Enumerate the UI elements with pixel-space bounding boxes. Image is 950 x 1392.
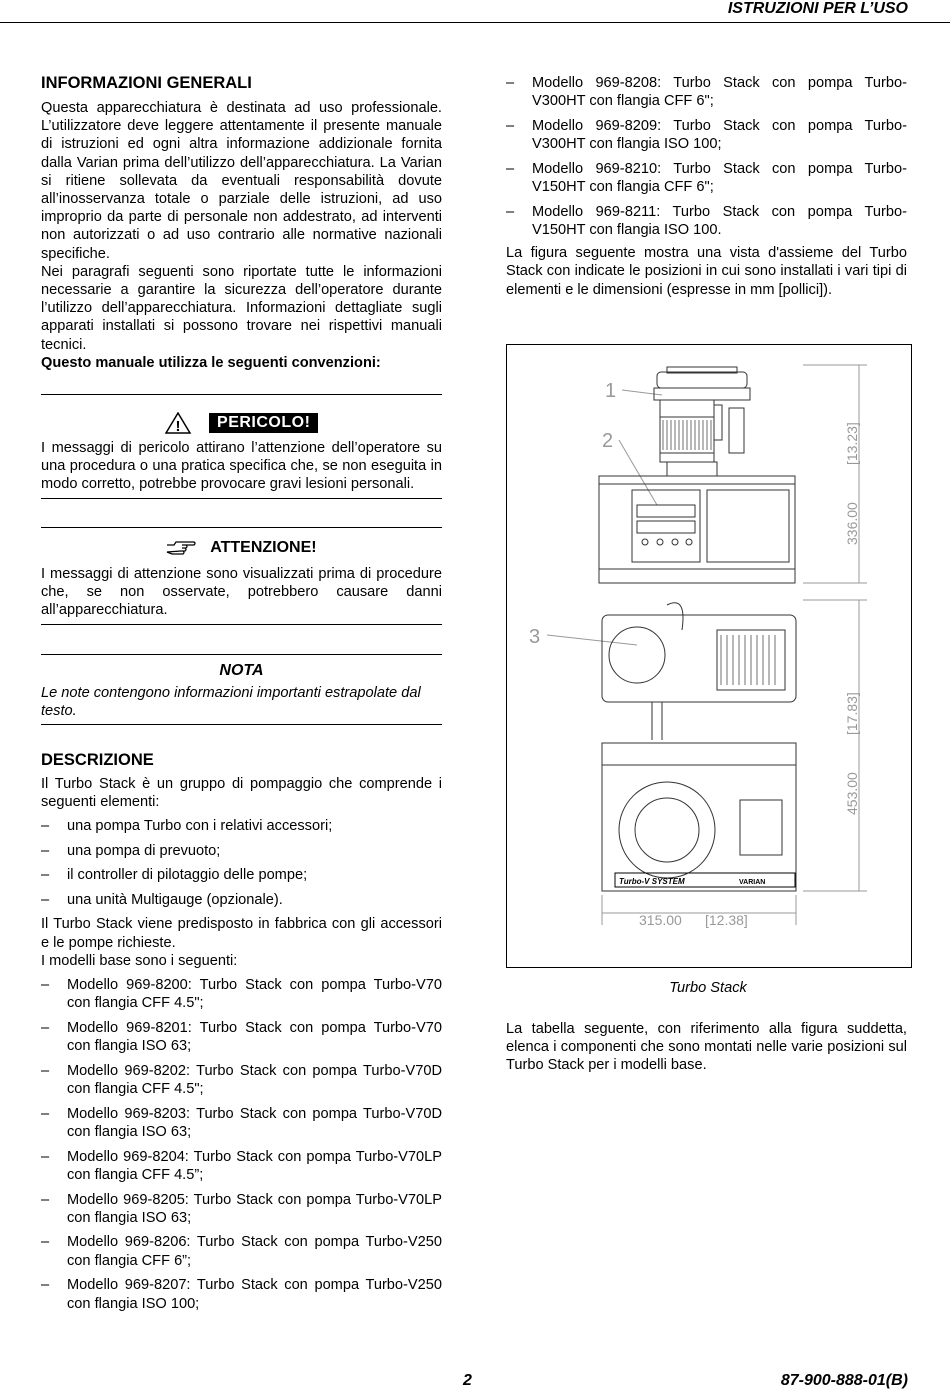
list-item: – una pompa di prevuoto; [41, 842, 442, 860]
turbo-stack-drawing [507, 345, 911, 967]
components-list [41, 817, 442, 909]
table-intro-block [506, 1020, 907, 1075]
caution-text: I messaggi di attenzione sono visualizzati prima di procedure che, se non osservate, potrebbero causare danni all’apparecchiatura. [41, 565, 442, 619]
list-item: – una pompa Turbo con i relativi accessori; [41, 817, 442, 835]
caution-title-row [41, 538, 442, 558]
caution-title: ATTENZIONE! [210, 538, 317, 556]
header-title: ISTRUZIONI PER L’USO [727, 0, 908, 17]
figure-caption: Turbo Stack [669, 980, 747, 996]
general-heading: INFORMAZIONI GENERALI [41, 74, 252, 92]
height-dimension-2 [803, 600, 867, 891]
note-top-rule [41, 654, 442, 655]
dim-height-1-label: 336.00 [844, 502, 860, 545]
list-item: – Modello 969-8209: Turbo Stack con pompa Turbo-V300HT con flangia ISO 100; [506, 117, 907, 153]
list-item: – Modello 969-8211: Turbo Stack con pompa Turbo-V150HT con flangia ISO 100. [506, 203, 907, 239]
list-item: – il controller di pilotaggio delle pompe; [41, 866, 442, 884]
general-paragraph-2: Nei paragrafi seguenti sono riportate tutte le informazioni necessarie a garantire la sicurezza dell’operatore durante l’utilizzo dell’apparecchiatura. Informazioni dettagliate sugli apparati installati si possono trovare nei rispettivi manuali tecnici. [41, 263, 442, 353]
cabinet-front-drawing [602, 743, 796, 891]
dim-height-2-label: 453.00 [844, 772, 860, 815]
dim-width-inch-label: [12.38] [705, 912, 748, 928]
pointing-hand-icon [166, 538, 196, 556]
page-header [0, 0, 950, 24]
general-paragraph-1: Questa apparecchiatura è destinata ad uso professionale. L’utilizzatore deve leggere attentamente il presente manuale di istruzioni ed ogni altra informazione addizionale fornita dalla Varian prima dell’utilizzo dell’apparecchiatura. La Varian si ritiene sollevata da eventuali responsabilità dovute all’inosservanza totale o parziale delle istruzioni, ad uso improprio da parte di personale non addestrato, ad interventi non autorizzati o ad uso contrario alle normative nazionali specifiche. [41, 100, 442, 262]
note-bottom-rule [41, 724, 442, 725]
list-item: – Modello 969-8201: Turbo Stack con pompa Turbo-V70 con flangia ISO 63; [41, 1019, 442, 1055]
header-rule [0, 22, 950, 23]
list-item: – una unità Multigauge (opzionale). [41, 891, 442, 909]
page-number: 2 [463, 1372, 472, 1389]
list-item: – Modello 969-8204: Turbo Stack con pompa Turbo-V70LP con flangia CFF 4.5”; [41, 1148, 442, 1184]
callout-3: 3 [529, 626, 541, 648]
left-column [41, 72, 442, 1313]
models-list-right [506, 74, 907, 239]
list-item: – Modello 969-8210: Turbo Stack con pompa Turbo-V150HT con flangia CFF 6"; [506, 160, 907, 196]
description-paragraph-2: Il Turbo Stack viene predisposto in fabbrica con gli accessori e le pompe richieste. [41, 916, 442, 951]
figure-intro: La figura seguente mostra una vista d'assieme del Turbo Stack con indicate le posizioni in cui sono installati i vari tipi di elementi e le dimensioni (espresse in mm [pollici]). [506, 245, 907, 298]
list-item: – Modello 969-8203: Turbo Stack con pompa Turbo-V70D con flangia ISO 63; [41, 1105, 442, 1141]
turbo-stack-figure [506, 344, 912, 968]
list-item: – Modello 969-8202: Turbo Stack con pompa Turbo-V70D con flangia CFF 4.5"; [41, 1062, 442, 1098]
danger-title-row [41, 412, 442, 434]
dim-height-2-inch-label: [17.83] [844, 692, 860, 735]
note-text: Le note contengono informazioni importanti estrapolate dal testo. [41, 685, 421, 720]
danger-mark: ! [175, 418, 181, 435]
dim-width-label: 315.00 [639, 912, 682, 928]
description-heading: DESCRIZIONE [41, 750, 154, 769]
height-dimension-1 [803, 365, 867, 583]
description-paragraph-3: I modelli base sono i seguenti: [41, 952, 238, 969]
width-dimension [602, 895, 796, 928]
prevacuum-pump-drawing [602, 603, 796, 740]
danger-text: I messaggi di pericolo attirano l’attenzione dell’operatore su una procedura o una pratica specifica che, se non eseguita in modo corretto, potrebbe provocare gravi lesioni personali. [41, 440, 442, 493]
warning-triangle-icon [165, 412, 191, 434]
list-item: – Modello 969-8200: Turbo Stack con pompa Turbo-V70 con flangia CFF 4.5"; [41, 976, 442, 1012]
caution-top-rule [41, 527, 442, 528]
list-item: – Modello 969-8205: Turbo Stack con pompa Turbo-V70LP con flangia ISO 63; [41, 1191, 442, 1227]
dim-height-1-inch-label: [13.23] [844, 422, 860, 465]
table-intro: La tabella seguente, con riferimento alla figura suddetta, elenca i componenti che sono montati nelle varie posizioni sul Turbo Stack per i modelli base. [506, 1021, 907, 1074]
danger-top-rule [41, 394, 442, 395]
caution-bottom-rule [41, 624, 442, 625]
brand-label: VARIAN [739, 879, 766, 886]
document-code: 87-900-888-01(B) [780, 1372, 908, 1389]
description-paragraph-1: Il Turbo Stack è un gruppo di pompaggio che comprende i seguenti elementi: [41, 775, 442, 810]
danger-bottom-rule [41, 498, 442, 499]
list-item: – Modello 969-8208: Turbo Stack con pompa Turbo-V300HT con flangia CFF 6"; [506, 74, 907, 110]
callout-2: 2 [602, 430, 614, 452]
list-item: – Modello 969-8206: Turbo Stack con pompa Turbo-V250 con flangia CFF 6”; [41, 1233, 442, 1269]
list-item: – Modello 969-8207: Turbo Stack con pompa Turbo-V250 con flangia ISO 100; [41, 1276, 442, 1312]
note-title: NOTA [219, 662, 264, 680]
callout-1: 1 [605, 380, 617, 402]
panel-label: Turbo-V SYSTEM [619, 877, 685, 886]
conventions-line: Questo manuale utilizza le seguenti convenzioni: [41, 354, 381, 371]
controller-cabinet-drawing [599, 476, 795, 583]
danger-title: PERICOLO! [209, 413, 318, 433]
turbo-pump-drawing [654, 367, 750, 476]
right-column [506, 74, 907, 299]
models-list-left [41, 976, 442, 1313]
